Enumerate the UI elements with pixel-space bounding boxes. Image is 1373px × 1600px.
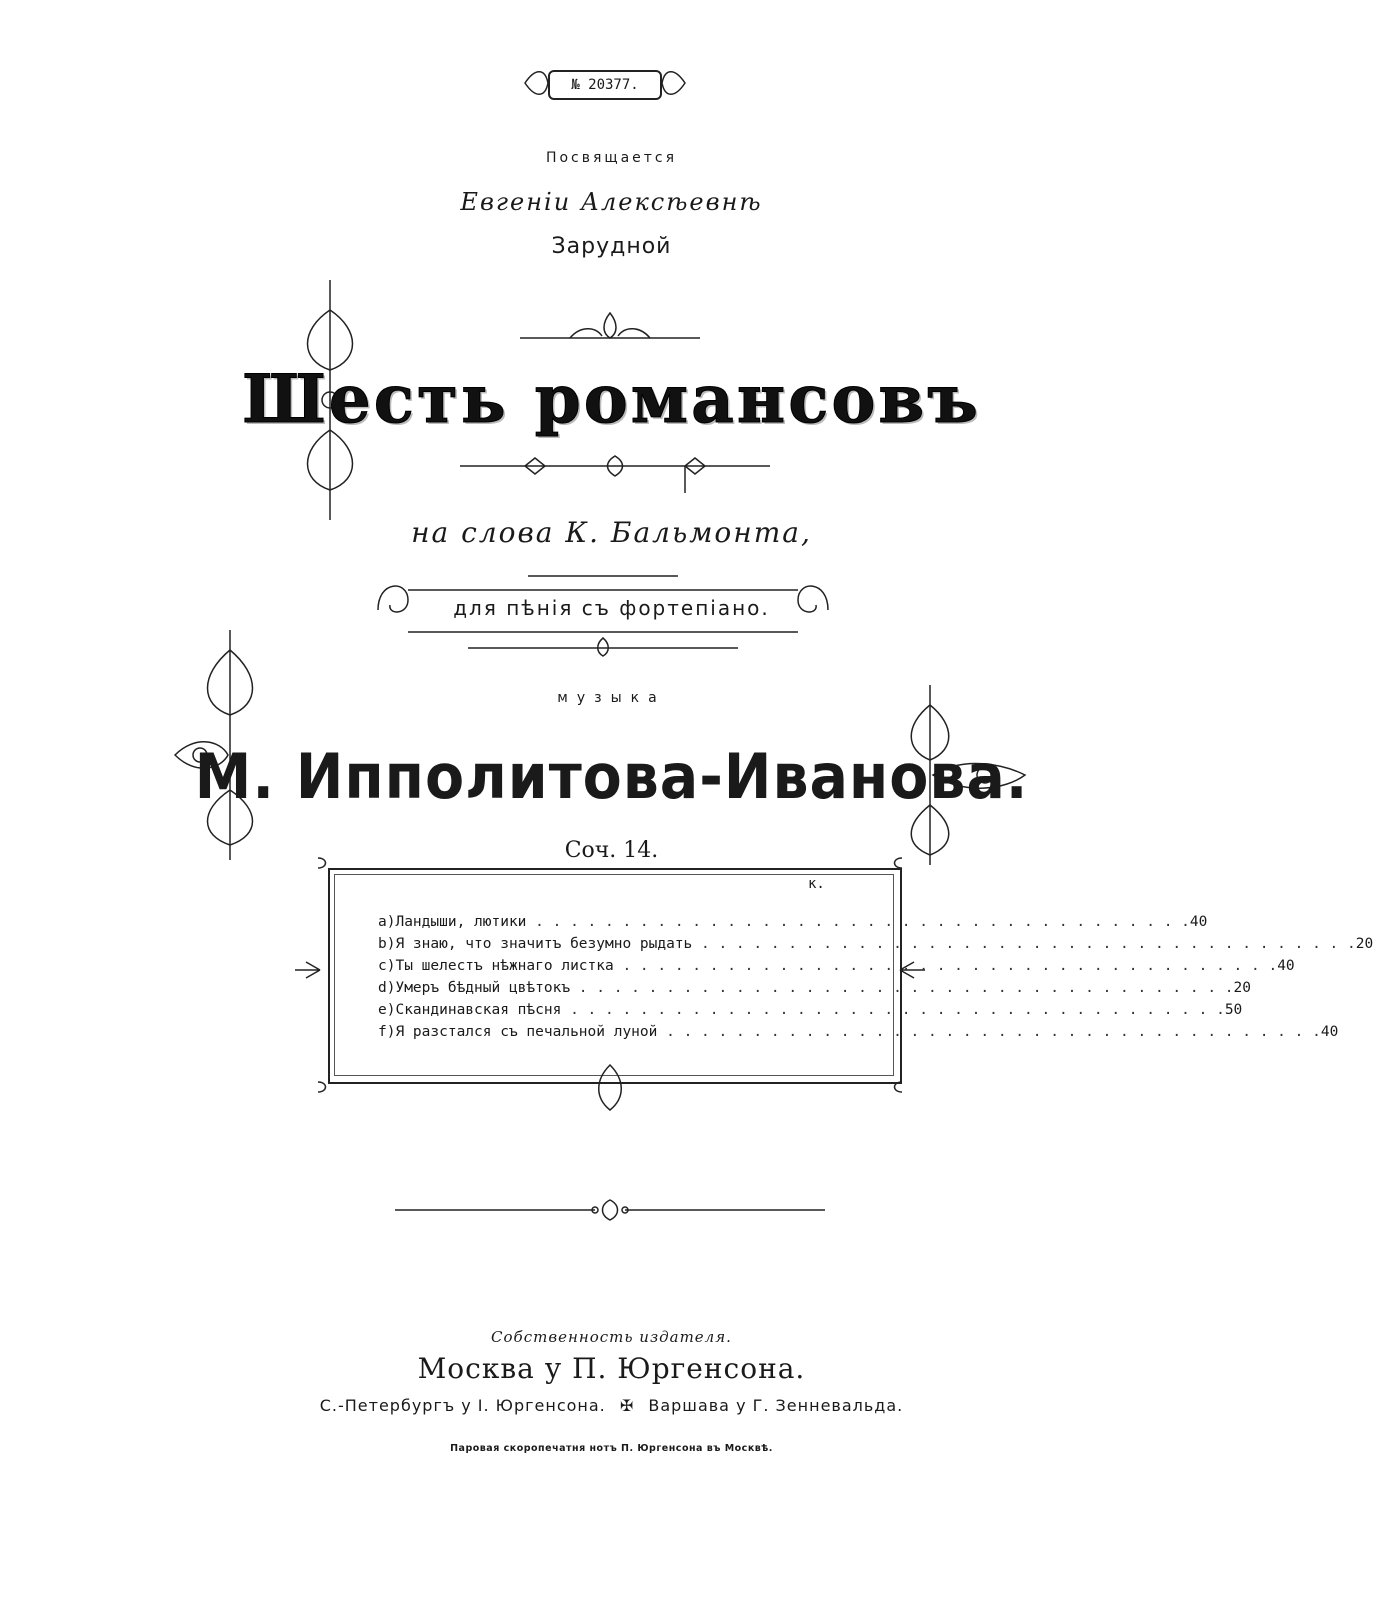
contents-item-price: 20: [1233, 980, 1252, 996]
title-bottom-ornament: [455, 448, 775, 498]
contents-item-leader: . . . . . . . . . . . . . . . . . . . . . . . . . . . . . . . . . . . . . .: [561, 1002, 1225, 1018]
main-title: Шесть романсовъ: [242, 360, 981, 438]
contents-item: [378, 958, 1295, 978]
contents-item-letter: e): [378, 1002, 396, 1018]
contents-item-title: Ты шелестъ нѣжнаго листка: [395, 958, 614, 974]
dedicatee-name: Евгеніи Алексѣевнѣ: [460, 188, 763, 216]
contents-item-letter: a): [378, 914, 396, 930]
contents-item-leader: . . . . . . . . . . . . . . . . . . . . . . . . . . . . . . . . . . . . . .: [570, 980, 1234, 996]
contents-item: [378, 1002, 1243, 1022]
branches-line: [0, 1396, 1223, 1415]
publisher-line: Москва у П. Юргенсона.: [417, 1352, 806, 1385]
purpose-line: для пѣнія съ фортепіано.: [453, 596, 770, 620]
composer-name: М. Ипполитова-Иванова.: [194, 740, 1029, 813]
branch-spb: С.-Петербургъ у І. Юргенсона.: [319, 1396, 606, 1415]
plate-number: № 20377.: [548, 70, 662, 100]
contents-item-title: Я знаю, что значитъ безумно рыдать: [395, 936, 693, 952]
contents-item: [378, 914, 1208, 934]
opus-number: Соч. 14.: [564, 838, 659, 863]
lyricist-line: на слова К. Бальмонта,: [411, 516, 812, 549]
contents-item-price: 40: [1277, 958, 1295, 974]
contents-item-price: 40: [1189, 914, 1208, 930]
dedicatee-surname: Зарудной: [551, 234, 672, 259]
contents-item-price: 50: [1224, 1002, 1243, 1018]
contents-item-leader: . . . . . . . . . . . . . . . . . . . . . . . . . . . . . . . . . . . . . .: [657, 1024, 1321, 1040]
contents-item-title: Я разстался съ печальной луной: [395, 1024, 658, 1040]
contents-item-title: Скандинавская пѣсня: [395, 1002, 562, 1018]
contents-item: [378, 936, 1373, 956]
contents-item-leader: . . . . . . . . . . . . . . . . . . . . . . . . . . . . . . . . . . . . . .: [613, 958, 1278, 974]
printer-note: Паровая скоропечатня нотъ П. Юргенсона въ Москвѣ.: [450, 1443, 773, 1454]
contents-item: [378, 980, 1252, 1000]
price-currency-label: к.: [808, 876, 825, 892]
contents-item-letter: d): [378, 980, 396, 996]
branch-separator-icon: ✠: [619, 1396, 635, 1415]
contents-item-price: 40: [1320, 1024, 1339, 1040]
contents-item-price: 20: [1355, 936, 1373, 952]
contents-item-letter: b): [378, 936, 396, 952]
title-top-ornament: [510, 308, 710, 348]
contents-item-title: Умеръ бѣдный цвѣтокъ: [395, 980, 571, 996]
music-label: музыка: [557, 690, 666, 706]
dedication-label: Посвящается: [545, 150, 678, 166]
contents-item-letter: c): [378, 958, 396, 974]
section-divider: [390, 1195, 830, 1225]
contents-item-leader: . . . . . . . . . . . . . . . . . . . . . . . . . . . . . . . . . . . . . .: [526, 914, 1190, 930]
contents-item-letter: f): [378, 1024, 396, 1040]
contents-item-title: Ландыши, лютики: [395, 914, 527, 930]
ownership-note: Собственность издателя.: [491, 1328, 732, 1346]
contents-item-leader: . . . . . . . . . . . . . . . . . . . . . . . . . . . . . . . . . . . . . .: [692, 936, 1356, 952]
branch-warsaw: Варшава у Г. Зенневальда.: [648, 1396, 904, 1415]
contents-item: [378, 1024, 1339, 1044]
